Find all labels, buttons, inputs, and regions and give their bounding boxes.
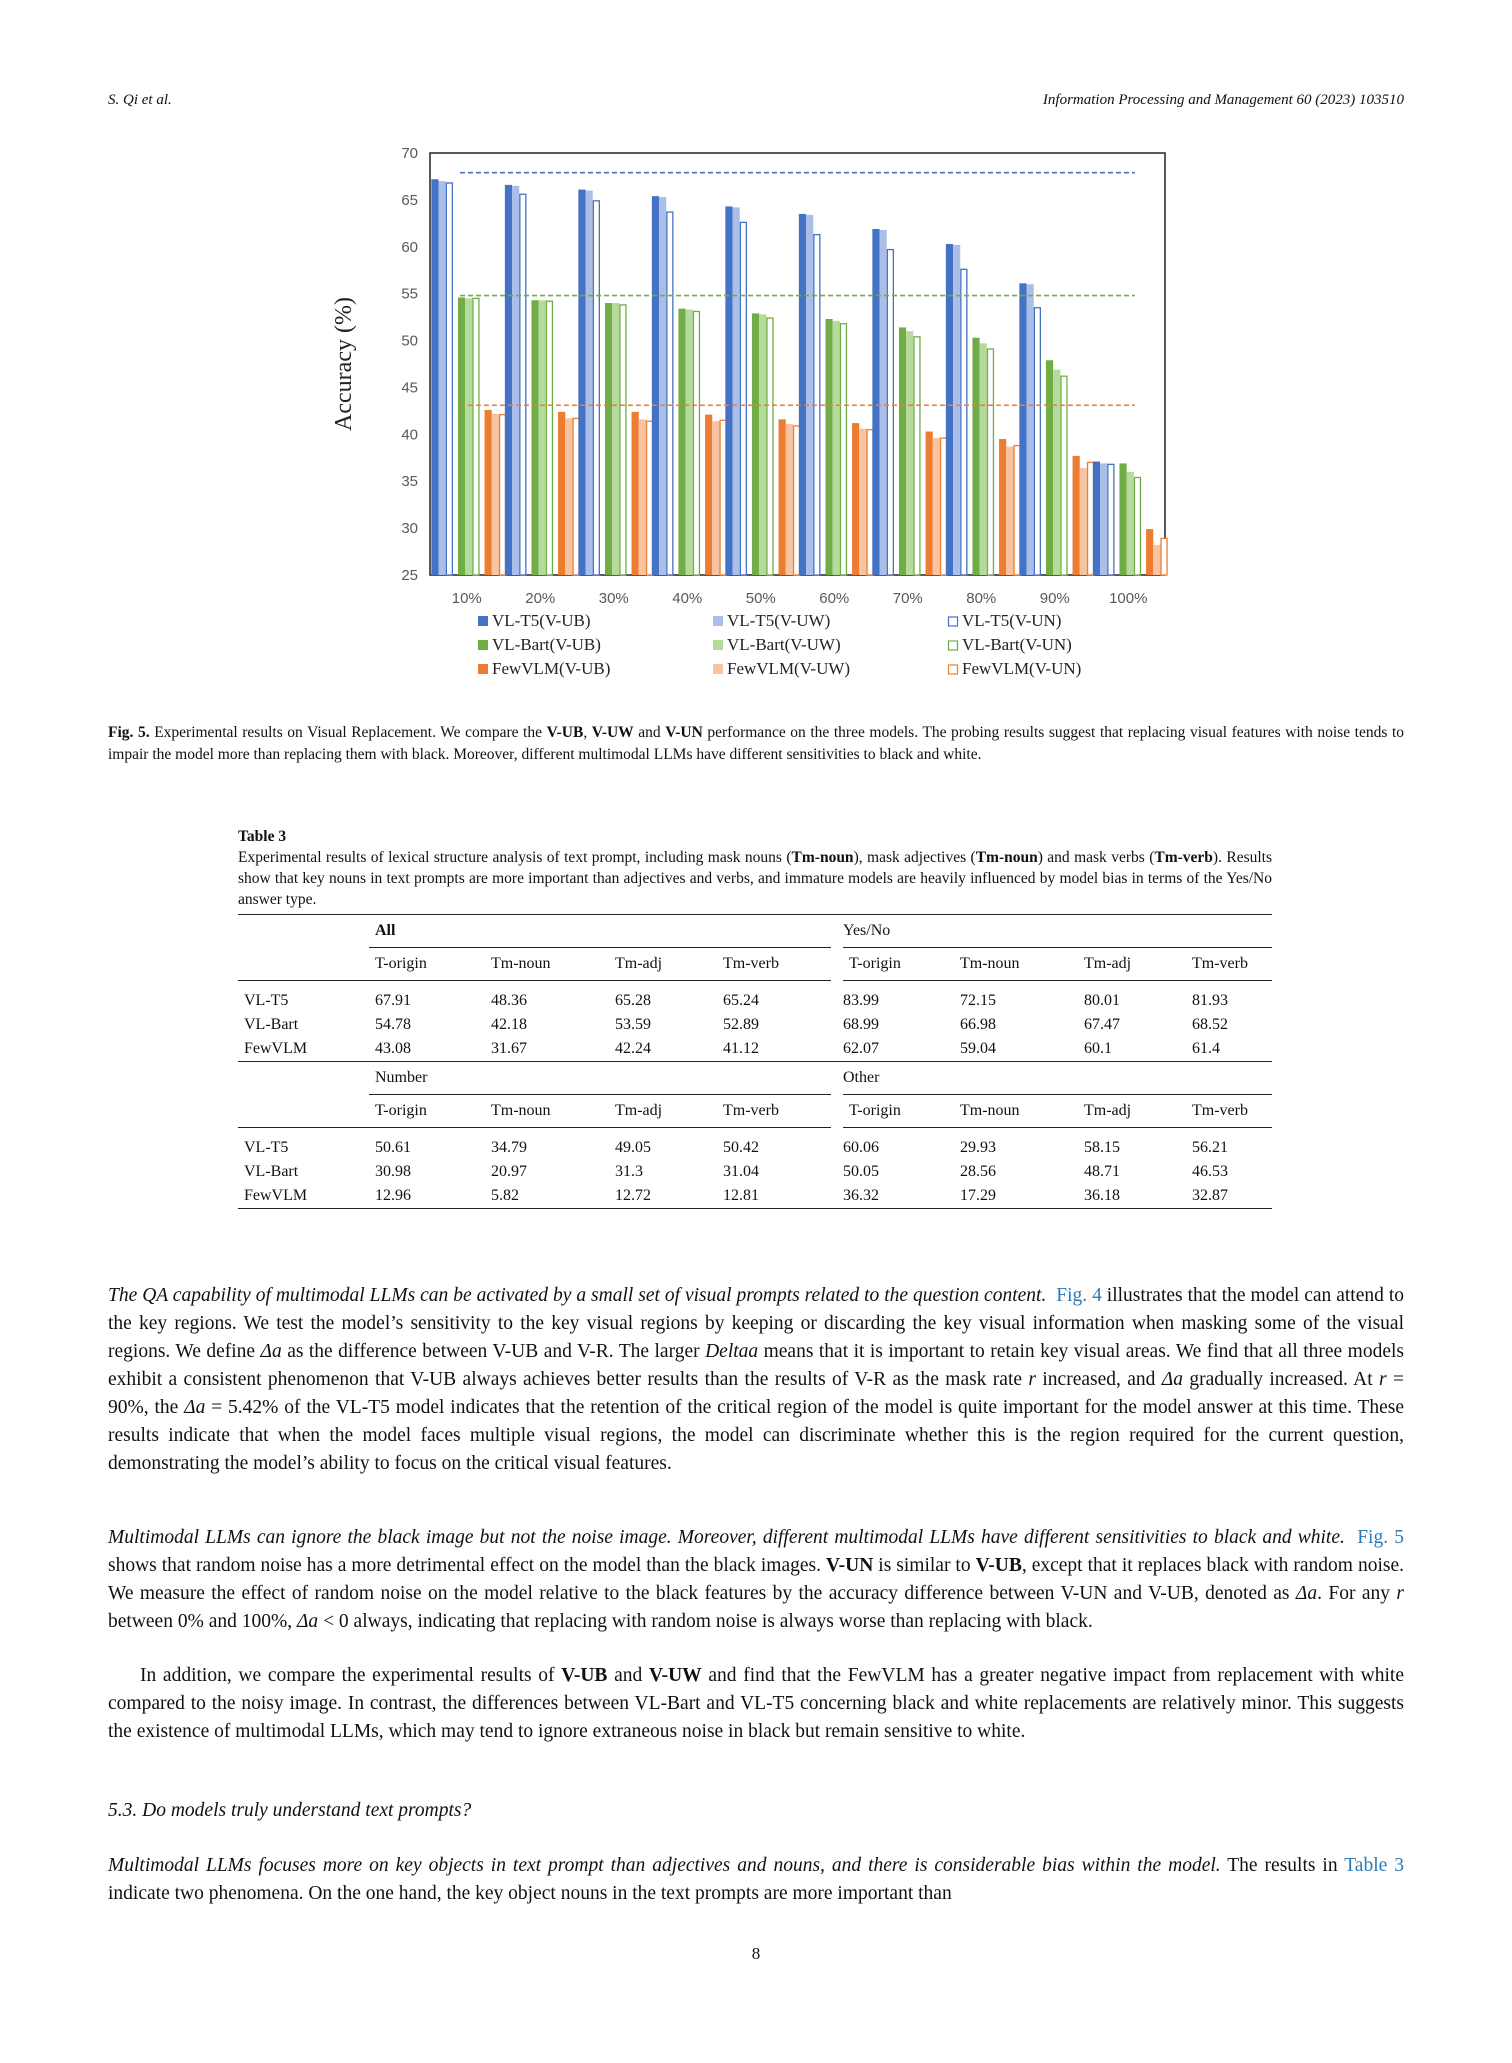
bar: [1100, 463, 1107, 575]
paragraph-qa-capability: The QA capability of multimodal LLMs can be activated by a small set of visual prompts related to the question content. Fig. 4 illustrates that the model can attend to the key regions. We test the model’s sensitivity to the key visual regions by keeping or discarding the key visual information when masking some of the visual regions. We define Δa as the difference between V-UB and V-R. The larger Deltaa means that it is important to retain key visual areas. We find that all three models exhibit a consistent phenomenon that V-UB always achieves better results than the results of V-R as the mask rate r increased, and Δa gradually increased. At r = 90%, the Δa = 5.42% of the VL-T5 model indicates that the retention of the critical region of the model is quite important for the model answer at this time. These results indicate that when the model faces multiple visual regions, the model can discriminate whether this is the region required for the current question, demonstrating the model’s ability to focus on the critical visual features.: [108, 1285, 1405, 1474]
table-row: FewVLM 43.08 31.67 42.24 41.12 62.07 59.04 60.1 61.4: [244, 1040, 1220, 1057]
bar: [1146, 529, 1153, 575]
bar: [1006, 447, 1013, 575]
header-authors: S. Qi et al.: [108, 92, 172, 108]
bar: [578, 190, 585, 575]
table-row: VL-T5 67.91 48.36 65.28 65.24 83.99 72.15 80.01 81.93: [244, 992, 1228, 1009]
x-tick-label: 10%: [451, 590, 482, 607]
bar: [840, 324, 846, 575]
y-tick-label: 65: [401, 191, 418, 209]
table3-link[interactable]: Table 3: [1344, 1855, 1404, 1876]
legend-label: VL-Bart(V-UB): [492, 635, 601, 654]
legend-swatch: [713, 664, 723, 674]
table-description: Experimental results of lexical structure analysis of text prompt, including mask nouns (Tm-noun), mask adjectives (Tm-noun) and mask verbs (Tm-verb). Results show that key nouns in text prompts are more important than adjectives and verbs, and immature models are heavily influenced by model bias in terms of the Yes/No answer type.: [238, 849, 1272, 908]
table-row: VL-T5 50.61 34.79 49.05 50.42 60.06 29.93 58.15 56.21: [244, 1139, 1228, 1156]
figure-label: Fig. 5.: [108, 724, 150, 741]
bar: [720, 420, 726, 575]
bar: [987, 349, 993, 575]
bar: [1046, 360, 1053, 575]
bar: [867, 430, 873, 575]
results-table: [238, 914, 1272, 1209]
group-all: All: [375, 922, 396, 939]
table-3: [238, 826, 1272, 1209]
bar: [531, 300, 538, 575]
y-tick-label: 70: [401, 145, 418, 162]
x-tick-label: 50%: [745, 590, 776, 607]
bar: [612, 303, 619, 575]
bar: [779, 419, 786, 575]
group-number: Number: [375, 1069, 428, 1086]
bar: [752, 313, 759, 575]
legend-label: FewVLM(V-UN): [962, 659, 1082, 678]
bar: [1119, 463, 1126, 575]
header-journal: Information Processing and Management 60 (2023) 103510: [1042, 92, 1404, 108]
x-tick-label: 60%: [819, 590, 850, 607]
bar: [439, 181, 446, 575]
y-tick-label: 60: [401, 238, 418, 256]
legend-swatch: [478, 640, 488, 650]
group-header-row: [238, 1062, 1272, 1095]
bar: [546, 301, 552, 575]
y-tick-label: 40: [401, 426, 418, 444]
bar: [926, 432, 933, 575]
y-tick-label: 30: [401, 520, 418, 538]
bar: [941, 438, 947, 575]
legend-swatch: [949, 665, 958, 674]
bar: [1153, 545, 1160, 575]
bar: [725, 206, 732, 575]
bar: [705, 415, 712, 575]
bar: [799, 214, 806, 575]
bar: [759, 314, 766, 575]
bar: [712, 421, 719, 575]
column-header-row: T-origin Tm-noun Tm-adj Tm-verb T-origin Tm-noun Tm-adj Tm-verb: [238, 1095, 1272, 1128]
bar: [505, 185, 512, 575]
bar: [465, 298, 472, 575]
legend-label: VL-T5(V-UB): [492, 611, 591, 630]
bar: [492, 414, 499, 575]
table-row: FewVLM 12.96 5.82 12.72 12.81 36.32 17.29 36.18 32.87: [238, 1184, 1272, 1209]
bar: [887, 250, 893, 575]
bar: [914, 337, 920, 575]
bar: [872, 229, 879, 575]
paragraph-text-prompts: Multimodal LLMs focuses more on key objects in text prompt than adjectives and nouns, and there is considerable bias within the model. The results in Table 3 indicate two phenomena. On the one hand, the key object nouns in the text prompts are more important than: [108, 1855, 1404, 1904]
bar: [933, 438, 940, 575]
paragraph-black-white: In addition, we compare the experimental results of V-UB and V-UW and find that the FewVLM has a greater negative impact from replacement with white compared to the noisy image. In contrast, the differences between VL-Bart and VL-T5 concerning black and white replacements are relatively minor. This suggests the existence of multimodal LLMs, which may tend to ignore extraneous noise in black but remain sensitive to white.: [108, 1665, 1404, 1742]
bar: [620, 305, 626, 575]
bar: [852, 423, 859, 575]
section-heading-5-3: 5.3. Do models truly understand text prompts?: [108, 1800, 472, 1821]
legend-label: VL-T5(V-UN): [962, 611, 1062, 630]
col-header: T-origin: [369, 948, 485, 981]
bar: [1034, 308, 1040, 575]
y-tick-label: 25: [401, 567, 418, 584]
bar: [806, 215, 813, 575]
bar: [1027, 284, 1034, 575]
col-header: T-origin: [837, 948, 954, 981]
bar: [1053, 370, 1060, 575]
x-tick-label: 40%: [672, 590, 703, 607]
table-row: VL-Bart 54.78 42.18 53.59 52.89 68.99 66.98 67.47 68.52: [244, 1016, 1228, 1033]
bar: [833, 321, 840, 575]
bar: [485, 410, 492, 575]
bar: [1134, 477, 1140, 575]
bar: [686, 310, 693, 575]
x-tick-label: 70%: [892, 590, 923, 607]
bar: [605, 303, 612, 575]
running-header: [108, 92, 1404, 116]
legend-label: VL-T5(V-UW): [727, 611, 831, 630]
bar: [1108, 464, 1114, 575]
bar: [1019, 283, 1026, 575]
legend-swatch: [713, 640, 723, 650]
table-row: VL-Bart 30.98 20.97 31.3 31.04 50.05 28.56 48.71 46.53: [244, 1163, 1228, 1180]
bar: [565, 418, 572, 575]
bar: [652, 196, 659, 575]
y-tick-label: 35: [401, 473, 418, 491]
legend-label: FewVLM(V-UW): [727, 659, 851, 678]
y-tick-label: 50: [401, 332, 418, 350]
bar: [825, 319, 832, 575]
bar: [539, 300, 546, 575]
bar: [1127, 472, 1134, 575]
bar: [520, 194, 526, 575]
bar: [946, 244, 953, 575]
bar: [733, 207, 740, 575]
col-header: Tm-noun: [954, 948, 1078, 981]
bar: [859, 429, 866, 575]
page-number: 8: [751, 1944, 761, 1963]
x-tick-label: 90%: [1039, 590, 1070, 607]
group-header-row: [238, 915, 1272, 948]
bar: [961, 269, 967, 575]
bar: [558, 412, 565, 575]
bar: [693, 311, 699, 575]
bar: [667, 212, 673, 575]
bar: [740, 222, 746, 575]
column-header-row: [238, 948, 1272, 981]
x-tick-label: 80%: [966, 590, 997, 607]
group-yesno: Yes/No: [843, 922, 891, 939]
x-tick-label: 100%: [1109, 590, 1148, 607]
table-title: Table 3: [238, 828, 287, 845]
x-tick-label: 20%: [525, 590, 556, 607]
bar: [1161, 538, 1167, 575]
legend-swatch: [478, 616, 488, 626]
group-other: Other: [843, 1069, 880, 1086]
fig5-link[interactable]: Fig. 5: [1357, 1527, 1404, 1548]
bar: [512, 186, 519, 575]
bar: [500, 415, 506, 575]
bar: [573, 418, 579, 575]
legend-label: VL-Bart(V-UW): [727, 635, 841, 654]
figure-caption: Fig. 5. Experimental results on Visual Replacement. We compare the V-UB, V-UW and V-UN performance on the three models. The probing results suggest that replacing visual features with noise tends to impair the model more than replacing them with black. Moreover, different multimodal LLMs have different sensitivities to black and white.: [108, 724, 1405, 763]
bar: [1093, 462, 1100, 575]
col-header: Tm-adj: [1078, 948, 1186, 981]
bar: [953, 245, 960, 575]
col-header: Tm-noun: [485, 948, 609, 981]
x-tick-label: 30%: [598, 590, 629, 607]
bar: [1073, 456, 1080, 575]
legend-swatch: [949, 641, 958, 650]
bar: [473, 298, 479, 575]
accuracy-bar-chart: [320, 138, 1200, 698]
bar: [1080, 468, 1087, 575]
paragraph-noise: Multimodal LLMs can ignore the black image but not the noise image. Moreover, different multimodal LLMs have different sensitivities to black and white. Fig. 5 shows that random noise has a more detrimental effect on the model than the black images. V-UN is similar to V-UB, except that it replaces black with random noise. We measure the effect of random noise on the model relative to the black features by the accuracy difference between V-UN and V-UB, denoted as Δa. For any r between 0% and 100%, Δa < 0 always, indicating that replacing with random noise is always worse than replacing with black.: [108, 1527, 1405, 1632]
bar: [999, 439, 1006, 575]
bar: [906, 331, 913, 575]
legend-label: FewVLM(V-UB): [492, 659, 611, 678]
fig4-link[interactable]: Fig. 4: [1056, 1285, 1102, 1306]
col-header: Tm-adj: [609, 948, 717, 981]
col-header: Tm-verb: [1186, 948, 1272, 981]
bar: [1014, 446, 1020, 575]
bar: [794, 426, 800, 575]
bar: [1088, 462, 1094, 575]
bar: [767, 318, 773, 575]
legend-swatch: [478, 664, 488, 674]
y-tick-label: 55: [401, 285, 418, 303]
y-axis-label: Accuracy (%): [331, 297, 357, 431]
bar: [880, 230, 887, 575]
bar: [659, 197, 666, 575]
bar: [972, 338, 979, 575]
legend-swatch: [713, 616, 723, 626]
legend-label: VL-Bart(V-UN): [962, 635, 1072, 654]
bar: [980, 343, 987, 575]
legend-swatch: [949, 617, 958, 626]
y-tick-label: 45: [401, 379, 418, 397]
bar: [647, 421, 653, 575]
bar: [786, 424, 793, 575]
bar: [586, 191, 593, 575]
bar: [431, 179, 438, 575]
bar: [446, 183, 452, 575]
bar: [639, 419, 646, 575]
bar: [458, 297, 465, 575]
bar: [899, 327, 906, 575]
col-header: Tm-verb: [717, 948, 837, 981]
bar: [678, 309, 685, 575]
bar: [632, 412, 639, 575]
bar: [593, 201, 599, 575]
